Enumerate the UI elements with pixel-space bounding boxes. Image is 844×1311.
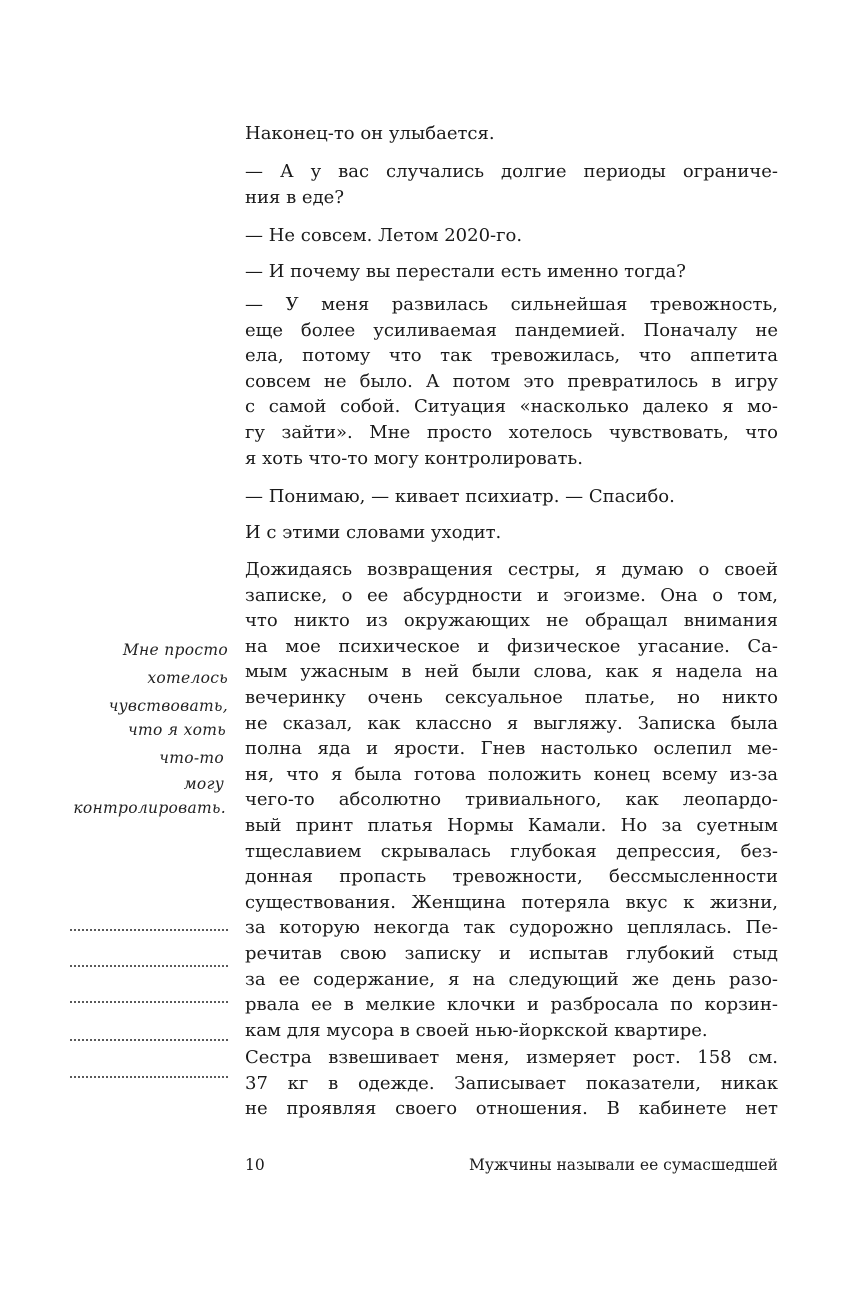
margin-note-line: Мне просто: [122, 641, 228, 659]
paragraph: [245, 292, 778, 471]
text-line: — И почему вы перестали есть именно тогда?: [245, 261, 686, 282]
text-line: — Не совсем. Летом 2020-го.: [245, 225, 523, 246]
text-line: ела, потому что так тревожилась, что аппетита: [245, 345, 778, 367]
dotted-note-line: [70, 1076, 228, 1078]
text-line: ния в еде?: [245, 186, 344, 208]
text-line: — Понимаю, — кивает психиатр. — Спасибо.: [245, 486, 675, 507]
paragraph: [245, 1045, 778, 1122]
paragraph: [245, 121, 778, 147]
text-line: ня, что я была готова положить конец всему из-за: [245, 763, 778, 785]
text-line: — А у вас случались долгие периоды ограниче-: [245, 161, 778, 182]
text-line: рвала ее в мелкие клочки и разбросала по корзин-: [245, 994, 778, 1016]
text-line: записке, о ее абсурдности и эгоизме. Она о том,: [245, 584, 778, 606]
paragraph: [245, 259, 778, 285]
dotted-note-line: [70, 965, 228, 967]
text-line: еще более усиливаемая пандемией. Поначалу не: [245, 319, 778, 341]
text-line: речитав свою записку и испытав глубокий стыд: [245, 942, 778, 964]
text-line: 37 кг в одежде. Записывает показатели, никак: [245, 1072, 778, 1094]
text-line: вый принт платья Нормы Камали. Но за суетным: [245, 814, 778, 836]
text-line: донная пропасть тревожности, бессмысленности: [245, 866, 778, 888]
paragraph: [245, 484, 778, 510]
text-line: вечеринку очень сексуальное платье, но никто: [245, 686, 778, 708]
text-line: на мое психическое и физическое угасание. Са-: [245, 635, 778, 657]
text-line: с самой собой. Ситуация «насколько далеко я мо-: [245, 396, 778, 418]
text-line: Дожидаясь возвращения сестры, я думаю о своей: [245, 559, 778, 580]
dotted-note-line: [70, 1001, 228, 1003]
text-line: существования. Женщина потеряла вкус к жизни,: [245, 891, 778, 913]
text-line: я хоть что-то могу контролировать.: [245, 447, 583, 469]
margin-note-line: могу: [183, 775, 224, 793]
text-line: чего-то абсолютно тривиального, как леопардо-: [245, 789, 778, 811]
text-line: за ее содержание, я на следующий же день разо-: [245, 968, 778, 990]
text-line: Наконец-то он улыбается.: [245, 123, 495, 144]
text-line: кам для мусора в своей нью-йоркской квартире.: [245, 1019, 708, 1041]
text-line: не сказал, как классно я выгляжу. Записка была: [245, 712, 778, 734]
text-line: И с этими словами уходит.: [245, 522, 502, 543]
page-footer: [245, 1153, 778, 1177]
text-line: гу зайти». Мне просто хотелось чувствовать, что: [245, 421, 778, 443]
margin-note-line: хотелось: [147, 669, 228, 687]
dotted-note-line: [70, 1039, 228, 1041]
margin-note-line: что-то: [159, 749, 224, 767]
text-line: полна яда и ярости. Гнев настолько ослепил ме-: [245, 738, 778, 760]
margin-note: [66, 640, 230, 840]
margin-note-line: чувствовать,: [108, 697, 228, 715]
text-line: мым ужасным в ней были слова, как я надела на: [245, 661, 778, 683]
text-line: не проявляя своего отношения. В кабинете нет: [245, 1098, 778, 1120]
running-title: Мужчины называли ее сумасшедшей: [469, 1156, 778, 1174]
text-line: что никто из окружающих не обращал внимания: [245, 610, 778, 632]
paragraph: [245, 159, 778, 210]
text-line: за которую некогда так судорожно цеплялась. Пе-: [245, 917, 778, 939]
text-line: тщеславием скрывалась глубокая депрессия, без-: [245, 840, 778, 862]
dotted-note-line: [70, 929, 228, 931]
margin-note-line: контролировать.: [73, 799, 226, 817]
text-line: — У меня развилась сильнейшая тревожность,: [245, 294, 778, 315]
paragraph: [245, 223, 778, 249]
margin-note-line: что я хоть: [128, 721, 226, 739]
paragraph: [245, 557, 778, 1043]
text-line: совсем не было. А потом это превратилось в игру: [245, 370, 778, 392]
paragraph: [245, 520, 778, 546]
page-number: 10: [245, 1156, 265, 1174]
text-line: Сестра взвешивает меня, измеряет рост. 158 см.: [245, 1047, 778, 1068]
